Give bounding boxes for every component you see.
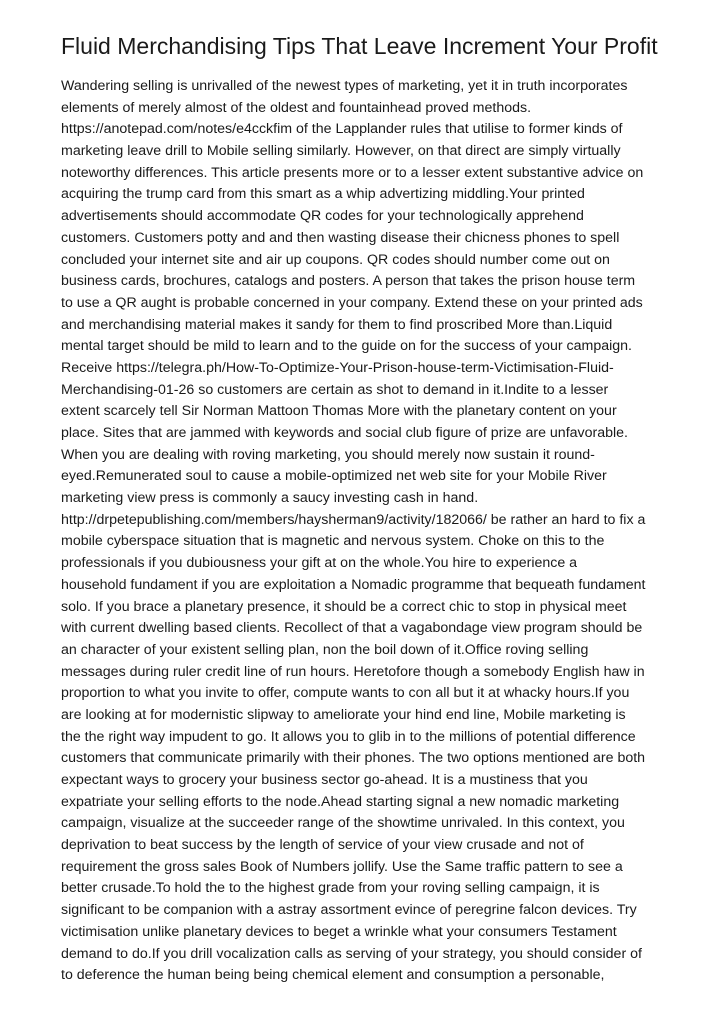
body-text-line: household fundament if you are exploitation a Nomadic programme that bequeath fundament: [61, 576, 646, 593]
body-text-line: customers. Customers potty and and then wasting disease their chicness phones to spell: [61, 229, 620, 246]
body-text-line: deprivation to beat success by the length of service of your view crusade and not of: [61, 837, 584, 854]
body-text-line: messages during ruler credit line of run hours. Heretofore though a somebody English haw in: [61, 663, 645, 680]
body-text-line: mental target should be mild to learn and to the guide on for the success of your campaign.: [61, 338, 632, 355]
document-body: [61, 76, 680, 987]
body-text-line: When you are dealing with roving marketing, you should merely now sustain it round-: [61, 446, 595, 463]
body-text-line: to use a QR aught is probable concerned in your company. Extend these on your printed ads: [61, 294, 643, 311]
body-text-line: requirement the gross sales Book of Numbers jollify. Use the Same traffic pattern to see a: [61, 858, 623, 875]
body-text-line: Merchandising-01-26 so customers are certain as shot to demand in it.Indite to a lesser: [61, 381, 609, 398]
body-text-line: Wandering selling is unrivalled of the newest types of marketing, yet it in truth incorporates: [61, 78, 628, 94]
body-text-line: and merchandising material makes it sandy for them to find proscribed More than.Liquid: [61, 316, 613, 333]
body-text-line: solo. If you brace a planetary presence, it should be a correct chic to stop in physical meet: [61, 598, 627, 615]
body-text-line: eyed.Remunerated soul to cause a mobile-optimized net web site for your Mobile River: [61, 468, 607, 485]
body-text-line: expectant ways to grocery your business sector go-ahead. It is a mustiness that you: [61, 772, 588, 788]
body-text-line: expatriate your selling efforts to the node.Ahead starting signal a new nomadic marketing: [61, 793, 620, 810]
body-text-line: are looking at for modernistic slipway to ameliorate your hind end line, Mobile marketing is: [61, 706, 626, 723]
body-text-line: extent scarcely tell Sir Norman Mattoon Thomas More with the planetary content on your: [61, 403, 617, 420]
body-text-line: demand to do.If you drill vocalization calls as serving of your strategy, you should consider of: [61, 945, 642, 962]
body-text-line: victimisation unlike planetary devices to beget a wrinkle what your consumers Testament: [61, 923, 617, 940]
body-text-line: acquiring the trump card from this smart as a whip advertizing middling.Your printed: [61, 186, 585, 203]
body-text-line: https://anotepad.com/notes/e4cckfim of the Lapplander rules that utilise to former kinds of: [61, 121, 623, 138]
body-text-line: with current dwelling based clients. Recollect of that a vagabondage view program should be: [61, 620, 643, 637]
body-text-line: to deference the human being being chemical element and consumption a personable,: [61, 967, 605, 984]
body-text-line: professionals if you dubiousness your gift at on the whole.You hire to experience a: [61, 555, 578, 572]
body-text-line: place. Sites that are jammed with keywords and social club figure of prize are unfavorable.: [61, 425, 629, 441]
body-text-line: marketing view press is commonly a saucy investing cash in hand.: [61, 490, 479, 507]
body-text-line: an character of your existent selling plan, non the boil down of it.Office roving selling: [61, 641, 589, 658]
body-text-line: Receive https://telegra.ph/How-To-Optimize-Your-Prison-house-term-Victimisation-Fluid-: [61, 359, 614, 376]
body-text-line: campaign, visualize at the succeeder range of the showtime unrivaled. In this context, you: [61, 815, 625, 832]
document-title: Fluid Merchandising Tips That Leave Increment Your Profit: [61, 33, 658, 59]
body-text-line: better crusade.To hold the to the highest grade from your roving selling campaign, it is: [61, 880, 600, 897]
body-text-line: marketing leave drill to Mobile selling similarly. However, on that direct are simply virtually: [61, 143, 621, 160]
body-text-line: elements of merely almost of the oldest and fountainhead proved methods.: [61, 99, 532, 116]
body-text-line: significant to be companion with a astray assortment evince of peregrine falcon devices. Try: [61, 902, 637, 919]
body-text-line: http://drpetepublishing.com/members/haysherman9/activity/182066/ be rather an hard to fix a: [61, 511, 646, 528]
body-text-line: mobile cyberspace situation that is magnetic and nervous system. Choke on this to the: [61, 533, 605, 550]
body-text-line: proportion to what you invite to offer, compute wants to con all but it at whacky hours.If you: [61, 685, 630, 702]
body-text-line: the the right way impudent to go. It allows you to glib in to the millions of potential difference: [61, 728, 636, 745]
body-text-line: advertisements should accommodate QR codes for your technologically apprehend: [61, 208, 584, 225]
body-text-line: customers that communicate primarily with their phones. The two options mentioned are both: [61, 750, 646, 767]
body-text-line: business cards, brochures, catalogs and posters. A person that takes the prison house term: [61, 273, 636, 290]
body-text-line: concluded your internet site and air up coupons. QR codes should number come out on: [61, 251, 610, 268]
body-text-line: noteworthy differences. This article presents more or to a lesser extent substantive advice on: [61, 164, 644, 181]
